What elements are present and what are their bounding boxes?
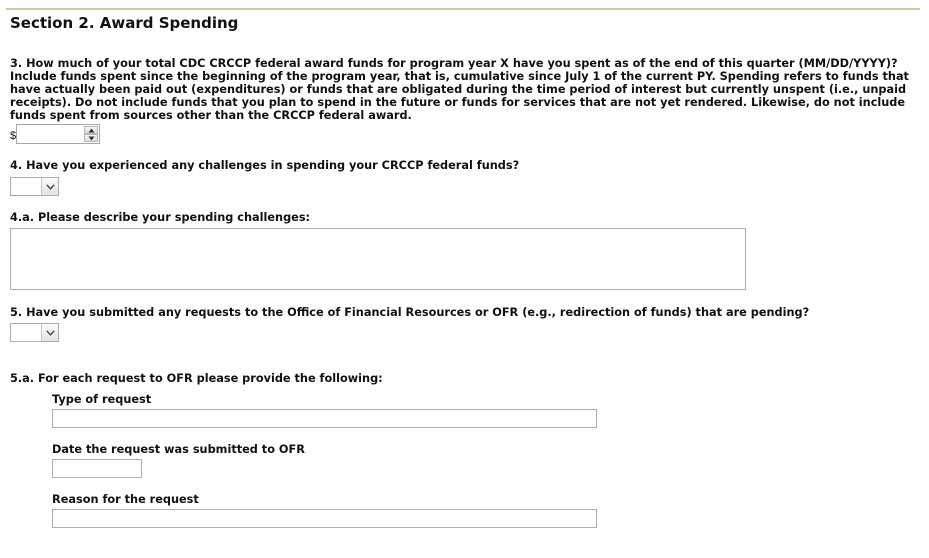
chevron-down-icon <box>46 184 55 190</box>
spinner-up-button[interactable] <box>84 126 98 134</box>
date-submitted-label: Date the request was submitted to OFR <box>52 443 305 456</box>
question-3-label: 3. How much of your total CDC CRCCP federal award funds for program year X have you spent as of the end of this quarter (MM/DD/YYYY)? Include funds spent since the beginning of the program year, that is, cumulative since July 1 of the current PY. Spending refers to funds that have actually been paid out (expenditures) or funds that are obligated during the time period of interest but currently unspent (i.e., unpaid receipts). Do not include funds that you plan to spend in the future or funds for services that are not yet rendered. Likewise, do not include funds spent from sources other than the CRCCP federal award. <box>10 57 909 122</box>
type-of-request-label: Type of request <box>52 393 152 406</box>
ofr-requests-dropdown[interactable] <box>10 323 59 342</box>
question-5-label: 5. Have you submitted any requests to the Office of Financial Resources or OFR (e.g., redirection of funds) that are pending? <box>10 306 810 319</box>
triangle-down-icon <box>88 136 95 141</box>
triangle-up-icon <box>88 128 95 133</box>
date-submitted-input[interactable] <box>52 459 142 478</box>
currency-symbol: $ <box>10 130 17 142</box>
reason-for-request-label: Reason for the request <box>52 493 199 506</box>
type-of-request-input[interactable] <box>52 409 597 428</box>
section-divider <box>6 8 920 10</box>
spending-challenges-textarea[interactable] <box>10 228 746 290</box>
spinner-down-button[interactable] <box>84 134 98 142</box>
question-5a-label: 5.a. For each request to OFR please provide the following: <box>10 372 383 385</box>
section-title: Section 2. Award Spending <box>10 14 239 32</box>
challenges-dropdown[interactable] <box>10 177 59 196</box>
reason-for-request-input[interactable] <box>52 509 597 528</box>
question-4a-label: 4.a. Please describe your spending challenges: <box>10 211 311 224</box>
question-4-label: 4. Have you experienced any challenges in spending your CRCCP federal funds? <box>10 159 520 172</box>
ofr-requests-dropdown-button[interactable] <box>41 324 58 341</box>
chevron-down-icon <box>46 330 55 336</box>
challenges-dropdown-button[interactable] <box>41 178 58 195</box>
amount-spent-stepper[interactable] <box>16 124 100 144</box>
amount-spent-input[interactable] <box>17 125 87 143</box>
